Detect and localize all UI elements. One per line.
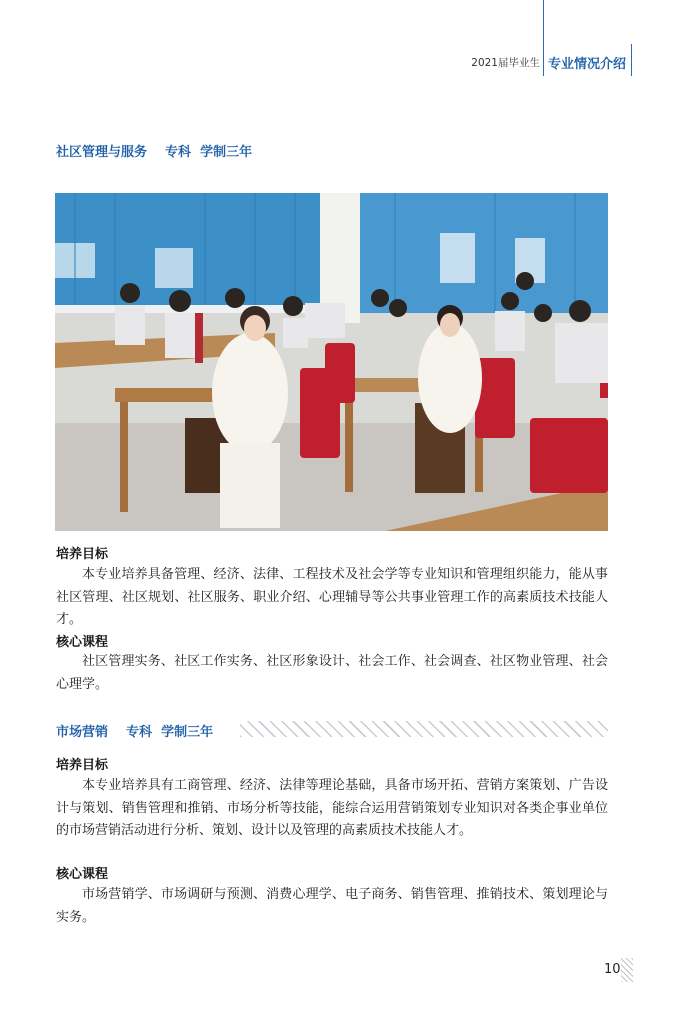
major-name: 社区管理与服务 [56, 145, 148, 160]
major-duration: 学制三年 [200, 145, 253, 160]
goal-text: 本专业培养具备管理、经济、法律、工程技术及社会学等专业知识和管理组织能力，能从事社区管理、社区规划、社区服务、职业介绍、心理辅导等公共事业管理工作的高素质技术技能人才。 [56, 567, 608, 627]
course-title: 核心课程 [56, 867, 109, 882]
course-text: 市场营销学、市场调研与预测、消费心理学、电子商务、销售管理、推销技术、策划理论与实务。 [56, 887, 608, 925]
major-level: 专科 [165, 145, 192, 160]
course-title: 核心课程 [56, 635, 109, 650]
course-text: 社区管理实务、社区工作实务、社区形象设计、社会工作、社会调查、社区物业管理、社会心理学。 [56, 654, 608, 692]
classroom-photo [55, 193, 608, 531]
section-heading-community [56, 141, 252, 160]
section-heading-marketing [56, 721, 213, 740]
major-duration: 学制三年 [161, 725, 214, 740]
goal-title: 培养目标 [56, 547, 109, 562]
major-level: 专科 [126, 725, 153, 740]
goal-title: 培养目标 [56, 758, 109, 773]
header-right-bar [631, 44, 632, 76]
header-title: 专业情况介绍 [548, 57, 627, 72]
page-number-hatch [621, 958, 633, 982]
major-name: 市场营销 [56, 725, 109, 740]
header-divider [543, 0, 544, 76]
page-number: 10 [604, 962, 621, 977]
goal-text: 本专业培养具有工商管理、经济、法律等理论基础，具备市场开拓、营销方案策划、广告设计与策划、销售管理和推销、市场分析等技能，能综合运用营销策划专业知识对各类企事业单位的市场营销活动进行分析、策划、设计以及管理的高素质技术技能人才。 [56, 778, 608, 838]
header-year: 2021届毕业生 [471, 57, 540, 69]
heading-hatch-decoration [240, 721, 608, 737]
